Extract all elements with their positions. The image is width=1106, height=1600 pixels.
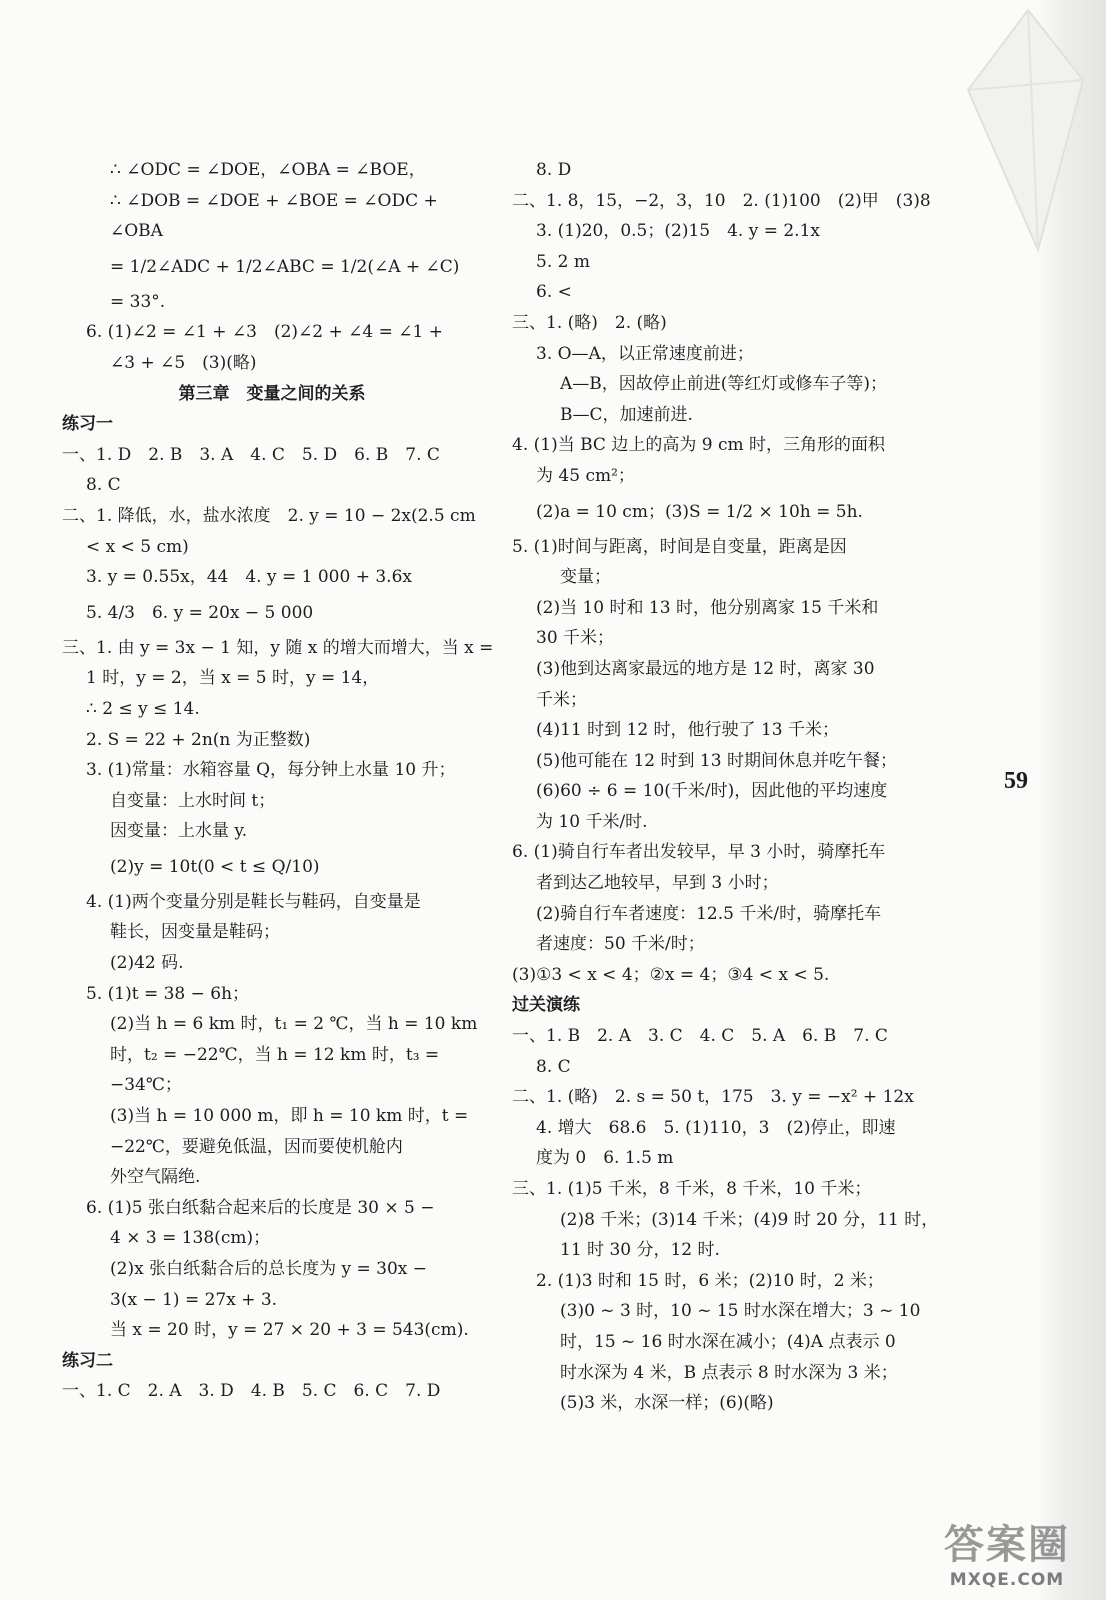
answer-line: 11 时 30 分，12 时. [560, 1240, 720, 1261]
answer-line: 三、1. 由 y = 3x − 1 知，y 随 x 的增大而增大，当 x = [62, 637, 494, 658]
answer-line: (6)60 ÷ 6 = 10(千米/时)，因此他的平均速度 [536, 781, 888, 802]
answer-line: A—B，因故停止前进(等红灯或修车子等)； [560, 374, 888, 395]
answer-line: (2)x 张白纸黏合后的总长度为 y = 30x − [110, 1259, 427, 1279]
answer-line: 者到达乙地较早，早到 3 小时； [536, 873, 779, 894]
section-heading: 过关演练 [512, 995, 580, 1016]
answer-line: 5. (1)时间与距离，时间是自变量，距离是因 [512, 536, 847, 557]
answer-line: −34℃； [110, 1075, 182, 1096]
answer-line: (3)他到达离家最远的地方是 12 时，离家 30 [536, 658, 875, 679]
section-heading: 第三章 变量之间的关系 [178, 383, 366, 404]
watermark-cn: 答案圈 [944, 1522, 1070, 1568]
answer-line: 变量； [560, 567, 611, 588]
answer-line: −22℃，要避免低温，因而要使机舱内 [110, 1136, 403, 1157]
right-answer-column [512, 155, 942, 1419]
answer-line: 二、1. (略) 2. s = 50 t，175 3. y = −x² + 12x [512, 1087, 914, 1108]
answer-line: ∠3 + ∠5 (3)(略) [110, 352, 257, 373]
answer-line: 一、1. B 2. A 3. C 4. C 5. A 6. B 7. C [512, 1026, 888, 1047]
answer-line: 时，t₂ = −22℃，当 h = 12 km 时，t₃ = [110, 1044, 440, 1065]
answer-line: (2)a = 10 cm；(3)S = 1/2 × 10h = 5h. [536, 501, 863, 522]
answer-line: (2)当 10 时和 13 时，他分别离家 15 千米和 [536, 597, 879, 618]
answer-line: 8. C [86, 475, 121, 496]
answer-line: 为 45 cm²； [536, 465, 635, 486]
answer-line: 3. (1)常量：水箱容量 Q，每分钟上水量 10 升； [86, 760, 456, 781]
answer-line: 6. (1)∠2 = ∠1 + ∠3 (2)∠2 + ∠4 = ∠1 + [86, 322, 443, 343]
answer-line: 4. (1)两个变量分别是鞋长与鞋码，自变量是 [86, 891, 421, 912]
answer-line: 1 时，y = 2，当 x = 5 时，y = 14， [86, 668, 380, 689]
answer-line: 一、1. D 2. B 3. A 4. C 5. D 6. B 7. C [62, 444, 440, 465]
answer-line: 8. D [536, 160, 572, 180]
answer-line: 时水深为 4 米，B 点表示 8 时水深为 3 米； [560, 1362, 898, 1383]
answer-line: (2)y = 10t(0 < t ≤ Q/10) [110, 856, 320, 877]
answer-line: 鞋长，因变量是鞋码； [110, 922, 280, 943]
answer-line: (3)当 h = 10 000 m，即 h = 10 km 时，t = [110, 1106, 469, 1127]
answer-line: (5)3 米，水深一样；(6)(略) [560, 1393, 774, 1414]
answer-line: 千米； [536, 689, 587, 710]
answer-line: 6. < [536, 282, 572, 303]
answer-line: 时，15 ~ 16 时水深在减小；(4)A 点表示 0 [560, 1331, 896, 1352]
answer-line: 3. y = 0.55x，44 4. y = 1 000 + 3.6x [86, 567, 412, 588]
answer-line: 30 千米； [536, 628, 615, 649]
answer-line: 者速度：50 千米/时； [536, 934, 705, 955]
left-answer-column [62, 155, 494, 1407]
page-number: 59 [1004, 768, 1028, 794]
answer-line: 三、1. (1)5 千米，8 千米，8 千米，10 千米； [512, 1179, 872, 1199]
answer-line: 2. (1)3 时和 15 时，6 米；(2)10 时，2 米； [536, 1270, 884, 1291]
answer-line: = 1/2∠ADC + 1/2∠ABC = 1/2(∠A + ∠C) [110, 256, 460, 277]
answer-line: 5. 2 m [536, 251, 590, 272]
section-heading: 练习一 [62, 414, 113, 435]
answer-line: 外空气隔绝. [110, 1167, 201, 1188]
answer-line: B—C，加速前进. [560, 404, 693, 425]
answer-line: 为 10 千米/时. [536, 811, 648, 832]
answer-line: (2)42 码. [110, 953, 184, 974]
watermark-url: MXQE.COM [949, 1570, 1065, 1590]
answer-line: (2)8 千米；(3)14 千米；(4)9 时 20 分，11 时， [560, 1209, 939, 1230]
answer-line: 4. 增大 68.6 5. (1)110，3 (2)停止，即速 [536, 1117, 896, 1138]
answer-line: ∴ ∠ODC = ∠DOE，∠OBA = ∠BOE， [110, 160, 426, 180]
answer-line: ∴ ∠DOB = ∠DOE + ∠BOE = ∠ODC + [110, 190, 438, 211]
answer-line: ∴ 2 ≤ y ≤ 14. [86, 698, 200, 719]
answer-line: 因变量：上水量 y. [110, 821, 248, 842]
answer-line: (3)①3 < x < 4；②x = 4；③4 < x < 5. [512, 964, 830, 985]
answer-line: 8. C [536, 1056, 571, 1077]
answer-line: 度为 0 6. 1.5 m [536, 1148, 674, 1169]
answer-line: 3. O—A，以正常速度前进； [536, 343, 754, 364]
answer-line: (4)11 时到 12 时，他行驶了 13 千米； [536, 720, 839, 741]
answer-line: 6. (1)5 张白纸黏合起来后的长度是 30 × 5 − [86, 1197, 435, 1218]
answer-line: 当 x = 20 时，y = 27 × 20 + 3 = 543(cm). [110, 1320, 469, 1341]
answer-line: (3)0 ~ 3 时，10 ~ 15 时水深在增大；3 ~ 10 [560, 1301, 921, 1322]
answer-line: 3(x − 1) = 27x + 3. [110, 1289, 278, 1310]
answer-line: 三、1. (略) 2. (略) [512, 312, 667, 333]
answer-line: 5. 4/3 6. y = 20x − 5 000 [86, 602, 314, 623]
answer-line: 6. (1)骑自行车者出发较早，早 3 小时，骑摩托车 [512, 842, 886, 863]
answer-line: 5. (1)t = 38 − 6h； [86, 983, 250, 1004]
answer-line: 二、1. 8，15，−2，3，10 2. (1)100 (2)甲 (3)8 [512, 190, 931, 211]
section-heading: 练习二 [62, 1350, 113, 1371]
answer-line: 自变量：上水时间 t； [110, 790, 276, 811]
answer-line: 2. S = 22 + 2n(n 为正整数) [86, 729, 311, 750]
answer-line: < x < 5 cm) [86, 536, 189, 557]
answer-line: (2)当 h = 6 km 时，t₁ = 2 ℃，当 h = 10 km [110, 1014, 478, 1035]
answer-line: (5)他可能在 12 时到 13 时期间休息并吃午餐； [536, 750, 897, 771]
answer-line: 一、1. C 2. A 3. D 4. B 5. C 6. C 7. D [62, 1381, 441, 1402]
answer-line: 4 × 3 = 138(cm)； [110, 1228, 271, 1249]
answer-line: ∠OBA [110, 221, 163, 242]
answer-line: 4. (1)当 BC 边上的高为 9 cm 时，三角形的面积 [512, 435, 885, 456]
watermark-logo [922, 1513, 1092, 1590]
answer-line: = 33°. [110, 291, 166, 312]
answer-line: 3. (1)20，0.5；(2)15 4. y = 2.1x [536, 221, 820, 242]
answer-line: 二、1. 降低，水，盐水浓度 2. y = 10 − 2x(2.5 cm [62, 505, 476, 526]
answer-line: (2)骑自行车者速度：12.5 千米/时，骑摩托车 [536, 903, 882, 924]
